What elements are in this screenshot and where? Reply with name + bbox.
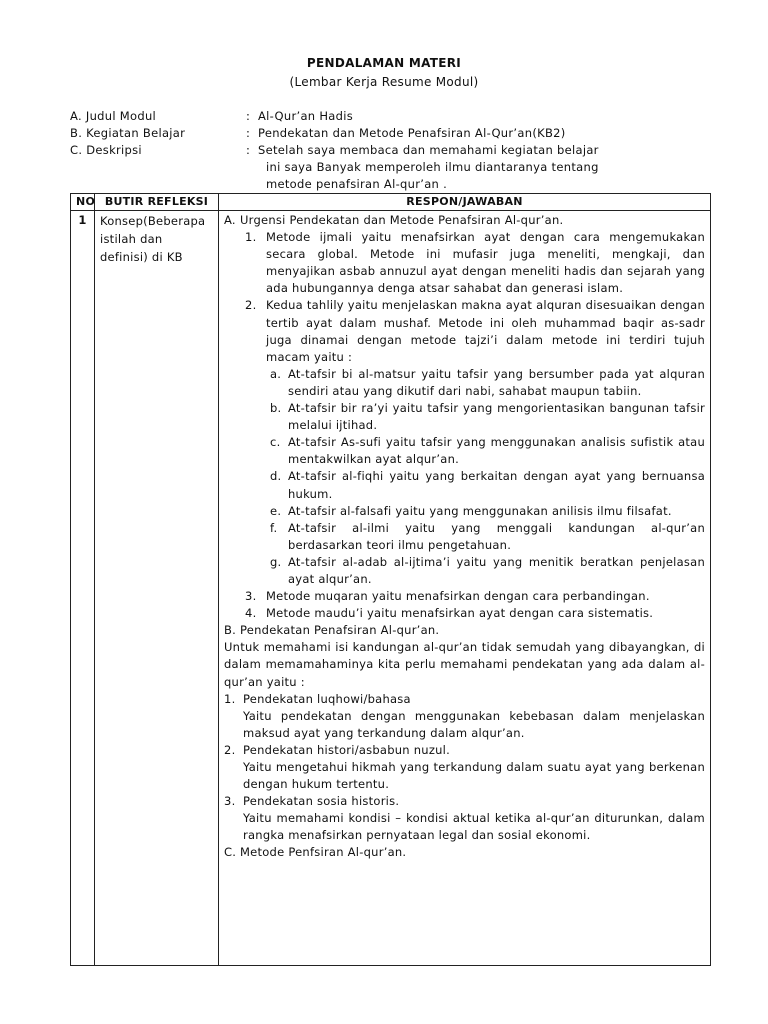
section-b-intro: Untuk memahami isi kandungan al-qur’an tidak semudah yang dibayangkan, di dalam memamahaminya kita perlu memahami pendekatan yang ada dalam al-qur’an yaitu : [224,640,705,689]
item-marker: a. [270,366,282,381]
butir-refleksi: Konsep(Beberapa istilah dan definisi) di KB [95,211,219,966]
list-item [224,520,705,554]
item-text: At-tafsir al-adab al-ijtima’i yaitu yang menitik beratkan penjelasan ayat alqur’an. [288,554,705,586]
desc-line: Setelah saya membaca dan memahami kegiatan belajar [258,143,599,157]
meta-label: B. Kegiatan Belajar [70,126,186,140]
header-respon: RESPON/JAWABAN [219,194,711,211]
section-marker: B. [224,623,237,638]
section-title: Urgensi Pendekatan dan Metode Penafsiran Al-qur’an. [240,213,564,227]
item-marker: 3. [245,589,257,604]
item-marker: f. [270,520,278,535]
item-title: Pendekatan luqhowi/bahasa [243,691,411,706]
item-marker: c. [270,435,281,450]
item-text: Metode muqaran yaitu menafsirkan dengan cara perbandingan. [266,589,650,604]
section-title: Metode Penfsiran Al-qur’an. [240,845,407,860]
item-text: At-tafsir al-fiqhi yaitu yang berkaitan dengan ayat yang bernuansa hukum. [288,469,705,501]
list-item [224,554,705,588]
list-item [224,742,705,759]
document-subtitle: (Lembar Kerja Resume Modul) [289,75,479,89]
item-marker: 1. [224,691,236,706]
meta-value: Pendekatan dan Metode Penafsiran Al-Qur’an(KB2) [258,126,566,140]
list-item [224,400,705,434]
list-item [224,588,705,605]
desc-line: ini saya Banyak memperoleh ilmu diantaranya tentang [266,160,599,174]
item-marker: 2. [245,298,257,313]
item-marker: 3. [224,794,236,809]
list-item [224,297,705,365]
list-item [224,366,705,400]
header-no: NO [71,194,95,211]
meta-value [258,142,720,193]
section-marker: A. [224,213,236,227]
list-item [224,605,705,622]
section-b-heading [224,622,705,639]
table-header-row [71,194,711,211]
row-number: 1 [71,211,95,966]
item-marker: 4. [245,606,257,621]
meta-value: Al-Qur’an Hadis [258,109,354,123]
meta-row-judul [70,108,720,125]
list-item [224,434,705,468]
document-title: PENDALAMAN MATERI [306,56,462,70]
list-item [224,503,705,520]
meta-row-deskripsi [70,142,720,193]
item-marker: e. [270,503,282,518]
desc-line: metode penafsiran Al-qur’an . [266,177,448,191]
item-marker: g. [270,554,282,569]
list-item [224,793,705,810]
item-marker: 1. [245,230,257,245]
meta-row-kegiatan [70,125,720,142]
respon-jawaban [219,211,711,966]
item-title: Pendekatan sosia historis. [243,794,400,809]
module-meta [70,108,720,193]
meta-colon: : [246,109,251,123]
list-item [224,468,705,502]
item-text: Metode maudu’i yaitu menafsirkan ayat dengan cara sistematis. [266,606,654,621]
header-butir: BUTIR REFLEKSI [95,194,219,211]
table-row [71,211,711,966]
section-a-heading [224,212,705,229]
meta-label: C. Deskripsi [70,143,142,157]
item-text: At-tafsir bir ra’yi yaitu tafsir yang mengorientasikan bangunan tafsir melalui ijtihad. [288,401,705,433]
item-description: Yaitu mengetahui hikmah yang terkandung dalam suatu ayat yang berkenan dengan hukum tertentu. [243,760,705,792]
list-item [224,229,705,297]
item-text: At-tafsir al-ilmi yaitu yang menggali kandungan al-qur’an berdasarkan teori ilmu pengetahuan. [288,520,705,552]
list-item [224,691,705,708]
item-text: Kedua tahlily yaitu menjelaskan makna ayat alquran disesuaikan dengan tertib ayat dalam mushaf. Metode ini oleh muhammad baqir as-sadr juga dinamai dengan metode tajzi’i dalam metode ini terdiri tujuh macam yaitu : [266,298,705,364]
item-text: Metode ijmali yaitu menafsirkan ayat dengan cara mengemukakan secara global. Metode ini mufasir juga meneliti, mengkaji, dan menyajikan asbab annuzul ayat dengan meneliti hadis dan sejarah yang ada hubungannya denga atsar sahabat dan generasi islam. [266,230,705,296]
meta-colon: : [246,143,251,157]
item-text: At-tafsir al-falsafi yaitu yang menggunakan anilisis ilmu filsafat. [288,503,672,518]
meta-colon: : [246,126,251,140]
item-description: Yaitu memahami kondisi – kondisi aktual ketika al-qur’an diturunkan, dalam rangka menafsirkan pernyataan legal dan sosial ekonomi. [243,811,705,843]
item-description: Yaitu pendekatan dengan menggunakan kebebasan dalam menjelaskan maksud ayat yang terkandung dalam alqur’an. [243,708,705,740]
section-title: Pendekatan Penafsiran Al-qur’an. [240,623,440,638]
item-marker: b. [270,401,282,416]
meta-label: A. Judul Modul [70,109,157,123]
item-marker: 2. [224,742,236,757]
reflection-table [70,193,711,966]
item-title: Pendekatan histori/asbabun nuzul. [243,742,451,757]
item-text: At-tafsir As-sufi yaitu tafsir yang menggunakan analisis sufistik atau mentakwilkan ayat alqur’an. [288,435,705,467]
item-text: At-tafsir bi al-matsur yaitu tafsir yang bersumber pada yat alquran sendiri atau yang dikutif dari nabi, sahabat maupun tabiin. [288,366,705,398]
item-marker: d. [270,469,282,484]
section-c-heading [224,844,705,861]
section-marker: C. [224,845,237,860]
